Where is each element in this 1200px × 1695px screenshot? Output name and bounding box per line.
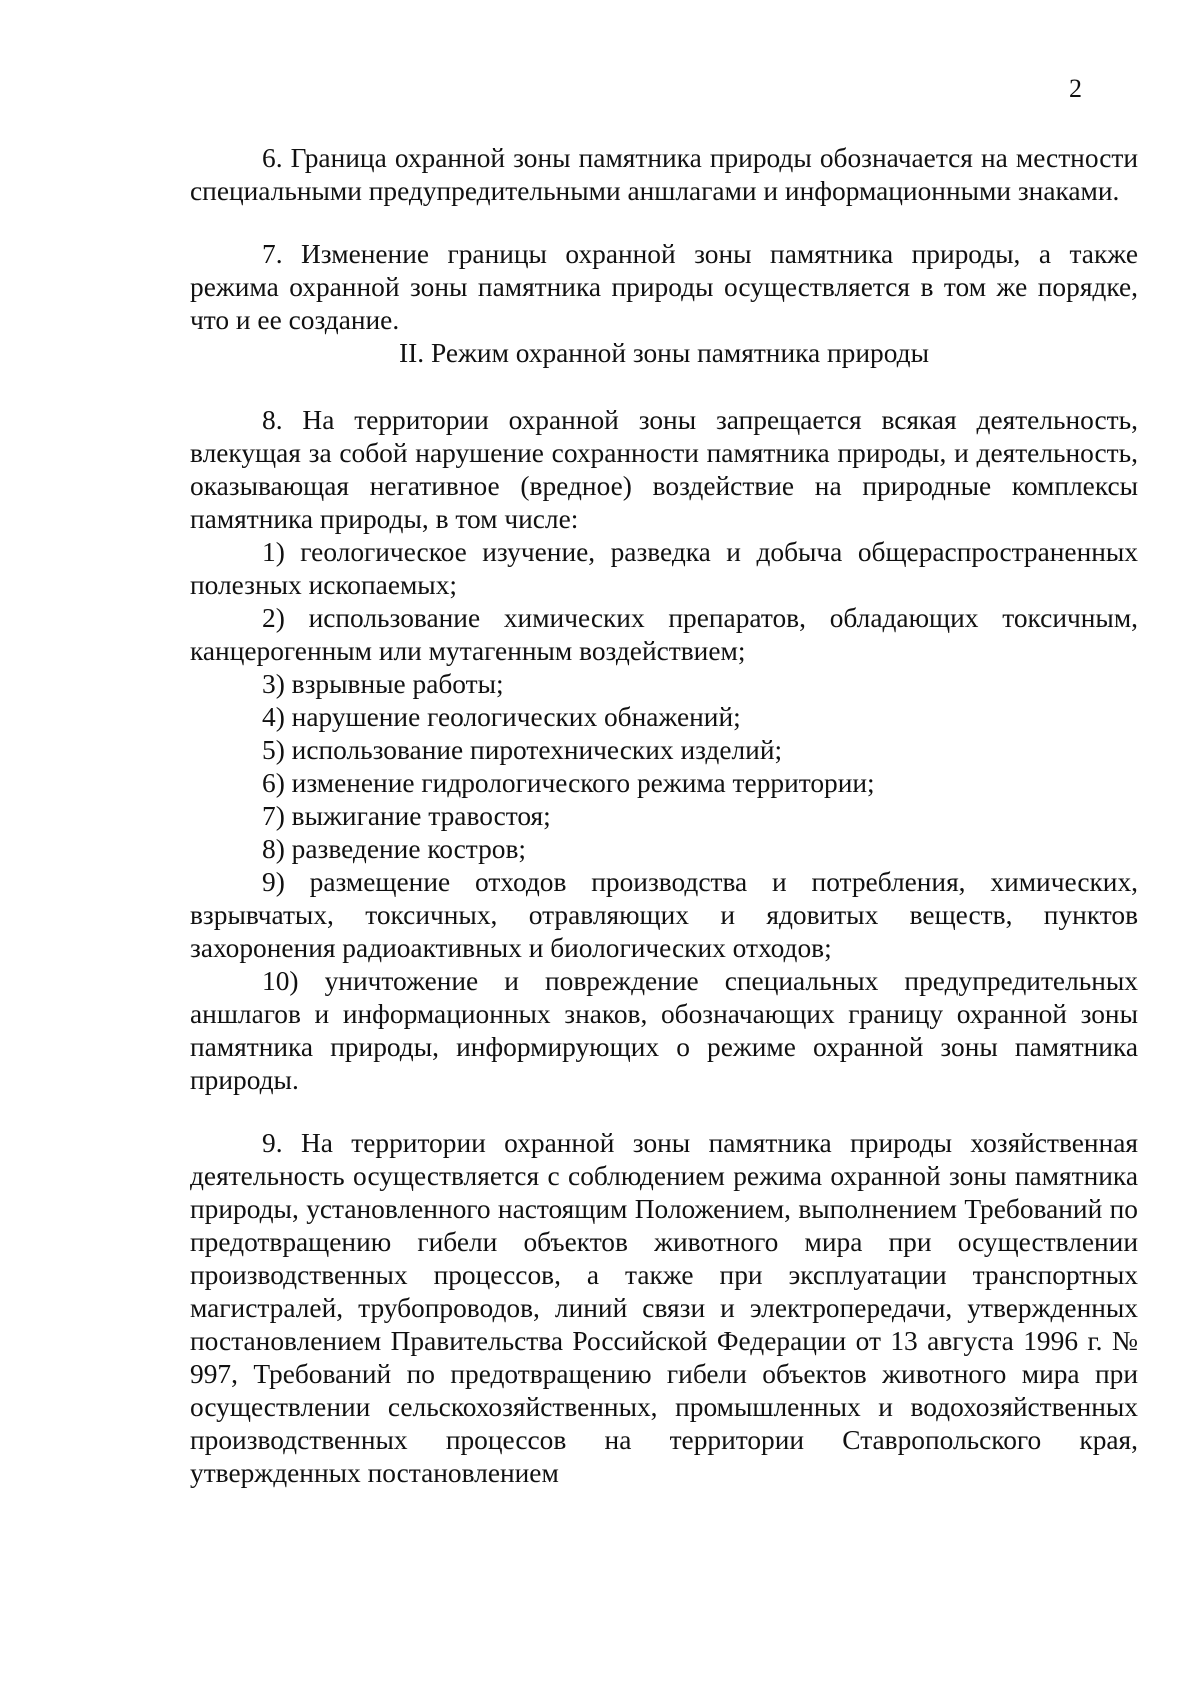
list-item: 3) взрывные работы;	[262, 669, 504, 699]
section-heading: II. Режим охранной зоны памятника природы	[399, 338, 929, 368]
page-number: 2	[1069, 74, 1082, 103]
prohibited-activities-list	[190, 536, 1138, 1097]
list-item: 2) использование химических препаратов, обладающих токсичным, канцерогенным или мутагенным воздействием;	[190, 603, 1138, 666]
list-item: 5) использование пиротехнических изделий;	[262, 735, 783, 765]
paragraph-9: 9. На территории охранной зоны памятника природы хозяйственная деятельность осуществляется с соблюдением режима охранной зоны памятника природы, установленного настоящим Положением, выполнением Требований по предотвращению гибели объектов животного мира при осуществлении производственных процессов, а также при эксплуатации транспортных магистралей, трубопроводов, линий связи и электропередачи, утвержденных постановлением Правительства Российской Федерации от 13 августа 1996 г. № 997, Требований по предотвращению гибели объектов животного мира при осуществлении сельскохозяйственных, промышленных и водохозяйственных производственных процессов на территории Ставропольского края, утвержденных постановлением	[190, 1128, 1138, 1488]
paragraph-7: 7. Изменение границы охранной зоны памятника природы, а также режима охранной зоны памятника природы осуществляется в том же порядке, что и ее создание.	[190, 239, 1138, 335]
paragraph-8: 8. На территории охранной зоны запрещается всякая деятельность, влекущая за собой нарушение сохранности памятника природы, и деятельность, оказывающая негативное (вредное) воздействие на природные комплексы памятника природы, в том числе:	[190, 405, 1138, 534]
list-item: 4) нарушение геологических обнажений;	[262, 702, 741, 732]
paragraph-6: 6. Граница охранной зоны памятника природы обозначается на местности специальными предупредительными аншлагами и информационными знаками.	[190, 143, 1138, 206]
list-item: 7) выжигание травостоя;	[262, 801, 551, 831]
list-item: 1) геологическое изучение, разведка и добыча общераспространенных полезных ископаемых;	[190, 537, 1138, 600]
list-item: 6) изменение гидрологического режима территории;	[262, 768, 875, 798]
document-body	[190, 142, 1138, 1490]
list-item: 9) размещение отходов производства и потребления, химических, взрывчатых, токсичных, отравляющих и ядовитых веществ, пунктов захоронения радиоактивных и биологических отходов;	[190, 867, 1138, 963]
list-item: 8) разведение костров;	[262, 834, 527, 864]
list-item: 10) уничтожение и повреждение специальных предупредительных аншлагов и информационных знаков, обозначающих границу охранной зоны памятника природы, информирующих о режиме охранной зоны памятника природы.	[190, 966, 1138, 1095]
